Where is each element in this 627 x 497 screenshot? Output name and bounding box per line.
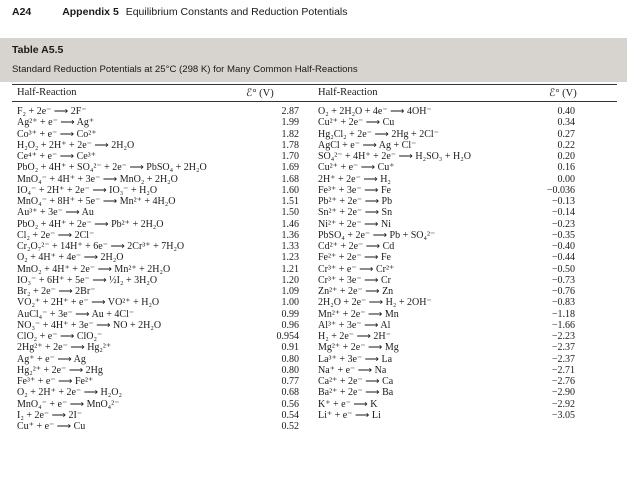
half-reaction: NO₃⁻ + 4H⁺ + 3e⁻ ⟶ NO + 2H₂O — [17, 319, 162, 331]
reduction-potential: 1.69 — [281, 162, 299, 174]
half-reaction: Cd²⁺ + 2e⁻ ⟶ Cd — [318, 241, 395, 252]
table-header-rule — [12, 101, 617, 102]
reduction-potential: −0.036 — [546, 184, 575, 196]
reduction-potential: −2.23 — [551, 331, 575, 342]
reduction-potential: −0.76 — [551, 286, 575, 297]
reduction-potential: 0.20 — [557, 151, 575, 162]
reduction-potential: 2.87 — [281, 106, 299, 117]
reduction-potential: 1.46 — [281, 218, 299, 230]
half-reaction: Co³⁺ + e⁻ ⟶ Co²⁺ — [17, 128, 97, 140]
half-reaction: Li⁺ + e⁻ ⟶ Li — [318, 409, 381, 421]
half-reaction: Pb²⁺ + 2e⁻ ⟶ Pb — [318, 196, 393, 207]
half-reaction: Na⁺ + e⁻ ⟶ Na — [318, 364, 387, 376]
reduction-potential: −1.66 — [551, 319, 575, 331]
half-reaction: MnO₄⁻ + 8H⁺ + 5e⁻ ⟶ Mn²⁺ + 4H₂O — [17, 196, 176, 207]
half-reaction: O₂ + 2H₂O + 4e⁻ ⟶ 4OH⁻ — [318, 106, 432, 117]
reduction-potential: 0.80 — [281, 353, 299, 365]
reduction-potential: −0.73 — [551, 274, 575, 286]
half-reaction: Ag⁺ + e⁻ ⟶ Ag — [17, 353, 86, 365]
reduction-potential: 0.52 — [281, 421, 299, 432]
half-reaction: H₂ + 2e⁻ ⟶ 2H⁻ — [318, 331, 391, 342]
half-reaction: Mn²⁺ + 2e⁻ ⟶ Mn — [318, 308, 399, 320]
reduction-potential: 1.51 — [281, 196, 299, 207]
half-reaction: H₂O₂ + 2H⁺ + 2e⁻ ⟶ 2H₂O — [17, 139, 135, 151]
header-potential-right: ℰ° (V) — [549, 88, 577, 99]
half-reaction: IO₃⁻ + 6H⁺ + 5e⁻ ⟶ ½I₂ + 3H₂O — [17, 274, 158, 286]
half-reaction: Br₂ + 2e⁻ ⟶ 2Br⁻ — [17, 286, 96, 297]
reduction-potential: 1.36 — [281, 229, 299, 241]
half-reaction: Cl₂ + 2e⁻ ⟶ 2Cl⁻ — [17, 229, 95, 241]
half-reaction: AuCl₄⁻ + 3e⁻ ⟶ Au + 4Cl⁻ — [17, 308, 135, 320]
reduction-potential: 0.27 — [557, 128, 575, 140]
reduction-potential: 1.33 — [281, 241, 299, 252]
half-reaction: PbO₂ + 4H⁺ + SO₄²⁻ + 2e⁻ ⟶ PbSO₄ + 2H₂O — [17, 162, 207, 174]
header-potential-left: ℰ° (V) — [246, 88, 274, 99]
reduction-potential: 1.78 — [281, 139, 299, 151]
reduction-potential: 0.00 — [557, 173, 575, 185]
reduction-potential: 0.91 — [281, 342, 299, 354]
half-reaction: Cr₂O₇²⁻ + 14H⁺ + 6e⁻ ⟶ 2Cr³⁺ + 7H₂O — [17, 241, 185, 252]
half-reaction: AgCl + e⁻ ⟶ Ag + Cl⁻ — [318, 139, 417, 151]
half-reaction: Ag²⁺ + e⁻ ⟶ Ag⁺ — [17, 117, 95, 129]
right-potential-column — [530, 106, 575, 421]
table-top-rule — [12, 84, 617, 85]
reduction-potential: −2.37 — [551, 342, 575, 354]
reduction-potential: 1.99 — [281, 117, 299, 129]
reduction-potential: −0.44 — [551, 252, 575, 264]
reduction-potential: 1.00 — [281, 297, 299, 309]
half-reaction: 2H⁺ + 2e⁻ ⟶ H₂ — [318, 173, 391, 185]
right-reaction-column — [318, 106, 558, 421]
reduction-potential: 1.09 — [281, 286, 299, 297]
appendix-label: Appendix 5 — [62, 6, 119, 18]
half-reaction: MnO₂ + 4H⁺ + 2e⁻ ⟶ Mn²⁺ + 2H₂O — [17, 263, 171, 275]
reduction-potential: 0.80 — [281, 364, 299, 376]
reduction-potential: 0.22 — [557, 139, 575, 151]
page-number: A24 — [12, 6, 32, 18]
half-reaction: PbO₂ + 4H⁺ + 2e⁻ ⟶ Pb²⁺ + 2H₂O — [17, 218, 164, 230]
half-reaction: Fe³⁺ + 3e⁻ ⟶ Fe — [318, 184, 391, 196]
left-reaction-column — [17, 106, 257, 432]
reduction-potential: −0.23 — [551, 218, 575, 230]
half-reaction: F₂ + 2e⁻ ⟶ 2F⁻ — [17, 106, 87, 117]
left-potential-column — [251, 106, 299, 432]
half-reaction: MnO₄⁻ + 4H⁺ + 3e⁻ ⟶ MnO₂ + 2H₂O — [17, 173, 178, 185]
reduction-potential: 1.50 — [281, 207, 299, 219]
half-reaction: Ba²⁺ + 2e⁻ ⟶ Ba — [318, 387, 394, 399]
half-reaction: Cu²⁺ + e⁻ ⟶ Cu⁺ — [318, 162, 395, 174]
header-half-reaction-right: Half-Reaction — [318, 87, 378, 98]
half-reaction: La³⁺ + 3e⁻ ⟶ La — [318, 353, 393, 365]
header-half-reaction-left: Half-Reaction — [17, 87, 77, 98]
reduction-potential: −0.13 — [551, 196, 575, 207]
half-reaction: Fe³⁺ + e⁻ ⟶ Fe²⁺ — [17, 376, 94, 387]
half-reaction: Sn²⁺ + 2e⁻ ⟶ Sn — [318, 207, 393, 219]
half-reaction: Hg₂²⁺ + 2e⁻ ⟶ 2Hg — [17, 364, 103, 376]
reduction-potential: −0.35 — [551, 229, 575, 241]
half-reaction: Cr³⁺ + e⁻ ⟶ Cr²⁺ — [318, 263, 395, 275]
reduction-potential: 0.54 — [281, 409, 299, 421]
reduction-potential: −0.83 — [551, 297, 575, 309]
reduction-potential: −0.50 — [551, 263, 575, 275]
reduction-potential: −2.90 — [551, 387, 575, 399]
reduction-potential: −2.76 — [551, 376, 575, 387]
half-reaction: Al³⁺ + 3e⁻ ⟶ Al — [318, 319, 391, 331]
reduction-potential: 1.68 — [281, 173, 299, 185]
half-reaction: O₂ + 2H⁺ + 2e⁻ ⟶ H₂O₂ — [17, 387, 122, 399]
reduction-potential: −2.92 — [551, 398, 575, 410]
table-caption: Standard Reduction Potentials at 25°C (298 K) for Many Common Half-Reactions — [12, 64, 358, 75]
reduction-potential: −1.18 — [551, 308, 575, 320]
reduction-potential: −2.71 — [551, 364, 575, 376]
reduction-potential: 0.954 — [276, 331, 299, 342]
half-reaction: Ce⁴⁺ + e⁻ ⟶ Ce³⁺ — [17, 151, 96, 162]
half-reaction: Cu²⁺ + 2e⁻ ⟶ Cu — [318, 117, 395, 129]
table-label: Table A5.5 — [12, 44, 64, 56]
reduction-potential: 0.56 — [281, 398, 299, 410]
half-reaction: O₂ + 4H⁺ + 4e⁻ ⟶ 2H₂O — [17, 252, 124, 264]
reduction-potential: −0.14 — [551, 207, 575, 219]
reduction-potential: 0.40 — [557, 106, 575, 117]
reduction-potential: −3.05 — [551, 409, 575, 421]
half-reaction: Mg²⁺ + 2e⁻ ⟶ Mg — [318, 342, 399, 354]
half-reaction: 2Hg²⁺ + 2e⁻ ⟶ Hg₂²⁺ — [17, 342, 112, 354]
running-header — [12, 6, 348, 18]
reduction-potential: 1.20 — [281, 274, 299, 286]
reduction-potential: 0.77 — [281, 376, 299, 387]
half-reaction: SO₄²⁻ + 4H⁺ + 2e⁻ ⟶ H₂SO₃ + H₂O — [318, 151, 471, 162]
half-reaction: Fe²⁺ + 2e⁻ ⟶ Fe — [318, 252, 391, 264]
half-reaction: VO₂⁺ + 2H⁺ + e⁻ ⟶ VO²⁺ + H₂O — [17, 297, 160, 309]
half-reaction: Au³⁺ + 3e⁻ ⟶ Au — [17, 207, 94, 219]
half-reaction: Ni²⁺ + 2e⁻ ⟶ Ni — [318, 218, 391, 230]
reduction-potential: −2.37 — [551, 353, 575, 365]
reduction-potential: 0.34 — [557, 117, 575, 129]
reduction-potential: 0.96 — [281, 319, 299, 331]
half-reaction: K⁺ + e⁻ ⟶ K — [318, 398, 378, 410]
half-reaction: IO₄⁻ + 2H⁺ + 2e⁻ ⟶ IO₃⁻ + H₂O — [17, 184, 158, 196]
appendix-title: Equilibrium Constants and Reduction Potentials — [125, 6, 348, 18]
reduction-potential: 1.21 — [281, 263, 299, 275]
half-reaction: MnO₄⁻ + e⁻ ⟶ MnO₄²⁻ — [17, 398, 120, 410]
reduction-potential: 0.99 — [281, 308, 299, 320]
half-reaction: Cu⁺ + e⁻ ⟶ Cu — [17, 421, 86, 432]
table-title-band — [0, 38, 627, 82]
half-reaction: PbSO₄ + 2e⁻ ⟶ Pb + SO₄²⁻ — [318, 229, 436, 241]
half-reaction: Zn²⁺ + 2e⁻ ⟶ Zn — [318, 286, 394, 297]
half-reaction: 2H₂O + 2e⁻ ⟶ H₂ + 2OH⁻ — [318, 297, 432, 309]
reduction-potential: 1.70 — [281, 151, 299, 162]
reduction-potential: 0.68 — [281, 387, 299, 399]
half-reaction: Ca²⁺ + 2e⁻ ⟶ Ca — [318, 376, 394, 387]
reduction-potential: 1.82 — [281, 128, 299, 140]
reduction-potential: 0.16 — [557, 162, 575, 174]
reduction-potential: 1.23 — [281, 252, 299, 264]
reduction-potential: −0.40 — [551, 241, 575, 252]
half-reaction: I₂ + 2e⁻ ⟶ 2I⁻ — [17, 409, 83, 421]
reduction-potential: 1.60 — [281, 184, 299, 196]
half-reaction: ClO₂ + e⁻ ⟶ ClO₂⁻ — [17, 331, 103, 342]
half-reaction: Hg₂Cl₂ + 2e⁻ ⟶ 2Hg + 2Cl⁻ — [318, 128, 439, 140]
half-reaction: Cr³⁺ + 3e⁻ ⟶ Cr — [318, 274, 391, 286]
